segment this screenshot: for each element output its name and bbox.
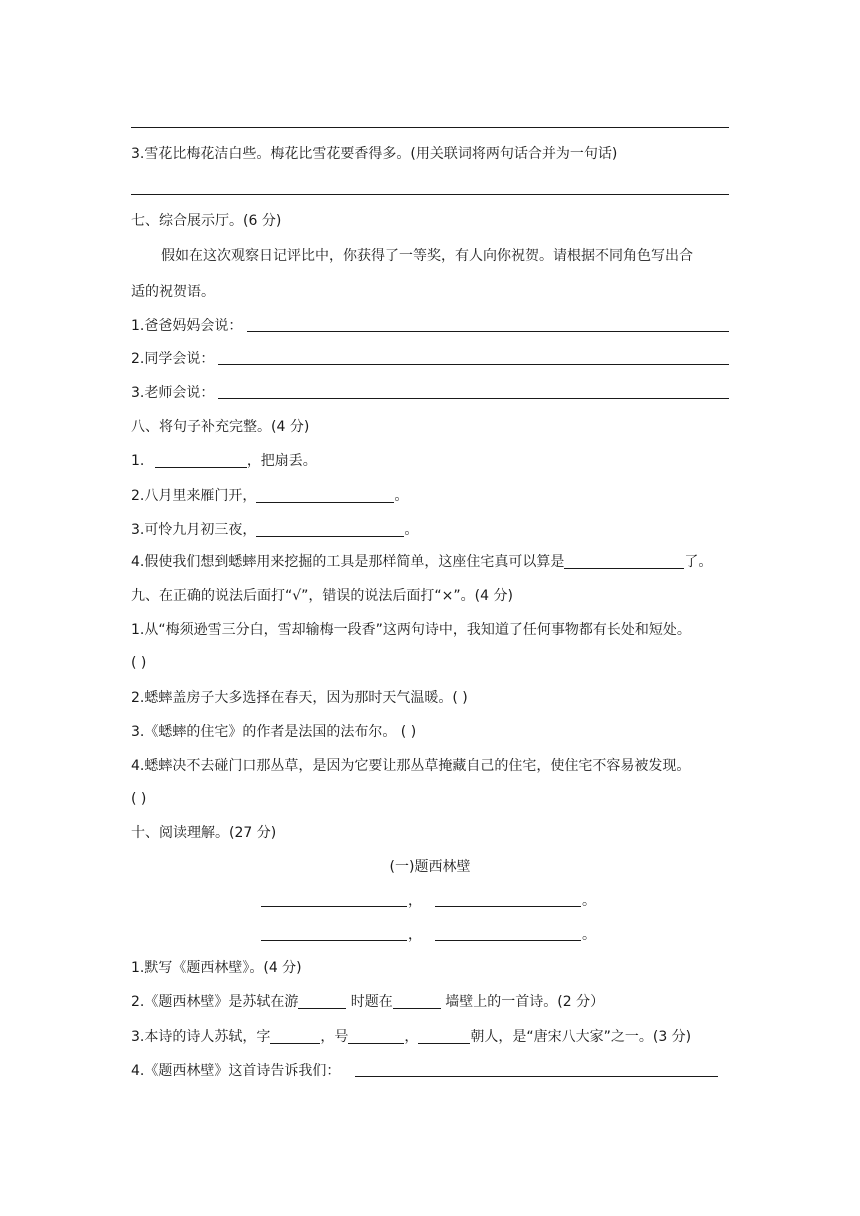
s10-q4-label: 4.《题西林壁》这首诗告诉我们： (131, 1063, 341, 1079)
s7-q3-label: 3.老师会说： (131, 385, 215, 401)
s9-q4: 4.蟋蟀决不去碰门口那丛草，是因为它要让那丛草掩藏自己的住宅，使住宅不容易被发现。 (131, 758, 691, 774)
s10-q1: 1.默写《题西林壁》。(4 分) (131, 960, 302, 976)
poem-line2-period: 。 (582, 927, 596, 943)
s8-q4 (131, 553, 712, 571)
s10-q2-blank1[interactable] (298, 994, 346, 1009)
poem-line1-comma: ， (408, 893, 422, 909)
s10-q3-d: 朝人，是“唐宋八大家”之一。(3 分) (470, 1029, 692, 1045)
s10-q4-answer-line[interactable] (355, 1076, 718, 1077)
s8-q2 (131, 487, 408, 505)
s8-q2-blank[interactable] (256, 488, 394, 503)
s10-q3-blank3[interactable] (418, 1029, 470, 1044)
s8-q1-suffix: ，把扇丢。 (246, 453, 317, 469)
s9-q1: 1.从“梅须逊雪三分白，雪却输梅一段香”这两句诗中，我知道了任何事物都有长处和短处。 (131, 622, 691, 638)
s8-q4-blank[interactable] (564, 554, 684, 569)
s9-q4-answer-paren[interactable]: ( ) (131, 791, 147, 807)
s10-q2-blank2[interactable] (393, 994, 441, 1009)
s8-heading: 八、将句子补充完整。(4 分) (131, 419, 310, 435)
s7-q1-answer-line[interactable] (247, 331, 729, 332)
s9-q2: 2.蟋蟀盖房子大多选择在春天，因为那时天气温暖。( ) (131, 690, 468, 706)
s10-q2-b: 时题在 (346, 994, 393, 1010)
s7-heading: 七、综合展示厅。(6 分) (131, 213, 282, 229)
poem-line1-blank-b[interactable] (435, 906, 581, 907)
s8-q3-suffix: 。 (404, 522, 419, 538)
s10-q2-c: 墙壁上的一首诗。(2 分） (440, 994, 605, 1010)
poem-line1-blank-a[interactable] (261, 906, 407, 907)
s10-q3-blank1[interactable] (270, 1029, 320, 1044)
s9-q1-answer-paren[interactable]: ( ) (131, 655, 147, 671)
s7-q1-label: 1.爸爸妈妈会说： (131, 318, 243, 334)
s7-intro-line2: 适的祝贺语。 (131, 284, 215, 300)
s8-q4-prefix: 4.假使我们想到蟋蟀用来挖掘的工具是那样简单，这座住宅真可以算是 (131, 554, 565, 570)
s8-q3-prefix: 3.可怜九月初三夜， (131, 522, 257, 538)
poem-line2-blank-b[interactable] (435, 940, 581, 941)
s10-q3-b: ，号 (320, 1029, 349, 1045)
s8-q1-prefix: 1. (131, 453, 145, 469)
s8-q2-prefix: 2.八月里来雁门开， (131, 488, 257, 504)
s8-q1-blank[interactable] (155, 453, 247, 468)
answer-line-s6-q3 (131, 194, 729, 195)
s7-intro-line1: 假如在这次观察日记评比中，你获得了一等奖，有人向你祝贺。请根据不同角色写出合 (161, 248, 693, 264)
s7-q3-answer-line[interactable] (218, 398, 729, 399)
s8-q4-suffix: 了。 (684, 554, 713, 570)
poem-line2-comma: ， (408, 927, 422, 943)
s9-heading: 九、在正确的说法后面打“√”，错误的说法后面打“×”。(4 分) (131, 588, 513, 604)
s9-q3: 3.《蟋蟀的住宅》的作者是法国的法布尔。 ( ) (131, 724, 417, 740)
s6-q3: 3.雪花比梅花洁白些。梅花比雪花要香得多。(用关联词将两句话合并为一句话) (131, 146, 618, 162)
s10-q3 (131, 1028, 691, 1046)
s10-heading: 十、阅读理解。(27 分) (131, 825, 277, 841)
s10-q2-a: 2.《题西林壁》是苏轼在游 (131, 994, 299, 1010)
s8-q3-blank[interactable] (256, 522, 404, 537)
poem-line1-period: 。 (582, 893, 596, 909)
s10-q3-a: 3.本诗的诗人苏轼，字 (131, 1029, 271, 1045)
s7-q2-answer-line[interactable] (218, 364, 729, 365)
s8-q3 (131, 521, 418, 539)
answer-line-top (131, 127, 729, 128)
s7-q2-label: 2.同学会说： (131, 351, 215, 367)
poem-line2-blank-a[interactable] (261, 940, 407, 941)
s8-q1 (131, 452, 317, 470)
s10-q2 (131, 993, 604, 1011)
poem-title: (一)题西林壁 (389, 859, 471, 875)
s10-q3-c: ， (404, 1029, 419, 1045)
s10-q3-blank2[interactable] (348, 1029, 404, 1044)
s8-q2-suffix: 。 (394, 488, 409, 504)
